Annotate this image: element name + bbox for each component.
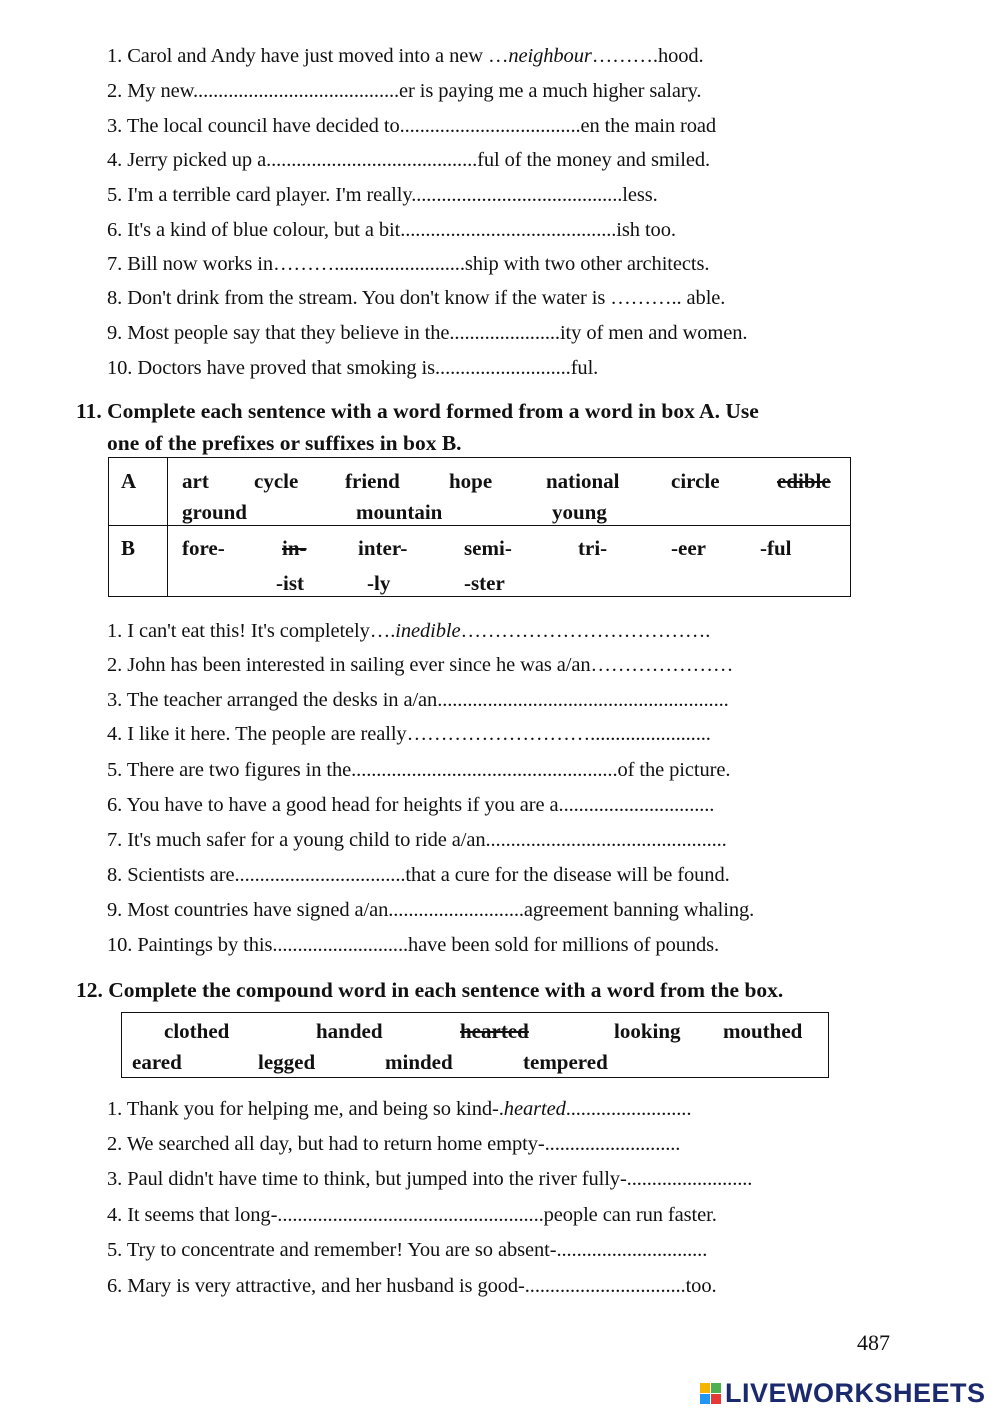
s11-line-1: 1. I can't eat this! It's completely….inedible………………………………. xyxy=(107,620,711,642)
box-word: tempered xyxy=(523,1050,608,1074)
page-number: 487 xyxy=(857,1330,890,1355)
liveworksheets-logo xyxy=(700,1378,986,1408)
box-b-affix: -eer xyxy=(671,536,706,560)
s10-line-8: 8. Don't drink from the stream. You don't know if the water is ……….. able. xyxy=(107,287,726,309)
section-12-heading: 12. Complete the compound word in each sentence with a word from the box. xyxy=(76,978,784,1002)
s12-line-3: 3. Paul didn't have time to think, but jumped into the river fully-......................... xyxy=(107,1168,753,1190)
box-a-word: young xyxy=(552,500,607,524)
box-word-crossed: hearted xyxy=(460,1019,529,1043)
s10-line-1: 1. Carol and Andy have just moved into a new …neighbour……….hood. xyxy=(107,45,704,67)
s11-line-10: 10. Paintings by this...........................have been sold for millions of pounds. xyxy=(107,934,720,956)
box-word: mouthed xyxy=(723,1019,803,1043)
s10-line-7: 7. Bill now works in………..........................ship with two other architects. xyxy=(107,253,710,275)
s11-line-8: 8. Scientists are..................................that a cure for the disease will be found. xyxy=(107,864,730,886)
s11-line-9: 9. Most countries have signed a/an...........................agreement banning whaling. xyxy=(107,899,755,921)
box-word: eared xyxy=(132,1050,182,1074)
box-word: clothed xyxy=(164,1019,230,1043)
s10-line-10: 10. Doctors have proved that smoking is...........................ful. xyxy=(107,357,599,379)
s12-line-4: 4. It seems that long-.....................................................people can run faster. xyxy=(107,1204,717,1226)
s11-line-5: 5. There are two figures in the.....................................................of the picture. xyxy=(107,759,731,781)
box-a-word: hope xyxy=(449,469,493,493)
box-a-word: art xyxy=(182,469,209,493)
answer-text: inedible xyxy=(395,620,461,642)
box-a-word: friend xyxy=(345,469,400,493)
box-a-word: circle xyxy=(671,469,720,493)
box-word: minded xyxy=(385,1050,453,1074)
brand-name: LIVEWORKSHEETS xyxy=(725,1377,986,1408)
s11-line-3: 3. The teacher arranged the desks in a/an.......................................................... xyxy=(107,689,729,711)
brand-grid-icon xyxy=(700,1383,721,1404)
box-b-label: B xyxy=(121,536,136,560)
answer-text: neighbour xyxy=(508,45,592,67)
s10-line-9: 9. Most people say that they believe in the......................ity of men and women. xyxy=(107,322,748,344)
box-b-affix: inter- xyxy=(358,536,408,560)
section-11-heading-cont: one of the prefixes or suffixes in box B. xyxy=(107,431,462,455)
s12-line-6: 6. Mary is very attractive, and her husband is good-................................too. xyxy=(107,1275,717,1297)
s12-line-2: 2. We searched all day, but had to return home empty-........................... xyxy=(107,1133,681,1155)
box-b-affix: -ster xyxy=(464,571,505,595)
answer-text: hearted xyxy=(503,1098,566,1120)
box-divider-horizontal xyxy=(109,525,850,526)
s12-line-5: 5. Try to concentrate and remember! You are so absent-.............................. xyxy=(107,1239,708,1261)
s10-line-5: 5. I'm a terrible card player. I'm really..........................................less. xyxy=(107,184,658,206)
box-b-affix: -ly xyxy=(367,571,391,595)
box-a-label: A xyxy=(121,469,137,493)
s11-line-7: 7. It's much safer for a young child to ride a/an................................................ xyxy=(107,829,727,851)
box-a-word: national xyxy=(546,469,620,493)
s10-line-4: 4. Jerry picked up a..........................................ful of the money and smiled. xyxy=(107,149,711,171)
word-box-compound xyxy=(121,1012,829,1078)
s12-line-1: 1. Thank you for helping me, and being so kind-.hearted......................... xyxy=(107,1098,692,1120)
s11-line-4: 4. I like it here. The people are really………………………........................ xyxy=(107,723,711,745)
box-b-affix: fore- xyxy=(182,536,225,560)
box-word: handed xyxy=(316,1019,383,1043)
box-a-word: cycle xyxy=(254,469,299,493)
box-b-affix: -ist xyxy=(276,571,304,595)
box-word: legged xyxy=(258,1050,316,1074)
box-divider-vertical xyxy=(167,458,168,596)
s10-line-2: 2. My new.........................................er is paying me a much higher salary. xyxy=(107,80,702,102)
s11-line-6: 6. You have to have a good head for heights if you are a............................... xyxy=(107,794,715,816)
box-b-affix: tri- xyxy=(578,536,608,560)
box-a-word-crossed: edible xyxy=(777,469,831,493)
word-box-ab xyxy=(108,457,851,597)
s10-line-3: 3. The local council have decided to....................................en the main road xyxy=(107,115,717,137)
box-word: looking xyxy=(614,1019,681,1043)
box-b-affix-crossed: in- xyxy=(282,536,307,560)
box-b-affix: -ful xyxy=(760,536,792,560)
box-a-word: mountain xyxy=(356,500,443,524)
box-a-word: ground xyxy=(182,500,247,524)
section-11-heading: 11. Complete each sentence with a word formed from a word in box A. Use xyxy=(76,399,759,423)
s11-line-2: 2. John has been interested in sailing ever since he was a/an………………… xyxy=(107,654,734,676)
box-b-affix: semi- xyxy=(464,536,512,560)
s10-line-6: 6. It's a kind of blue colour, but a bit...........................................ish too. xyxy=(107,219,676,241)
